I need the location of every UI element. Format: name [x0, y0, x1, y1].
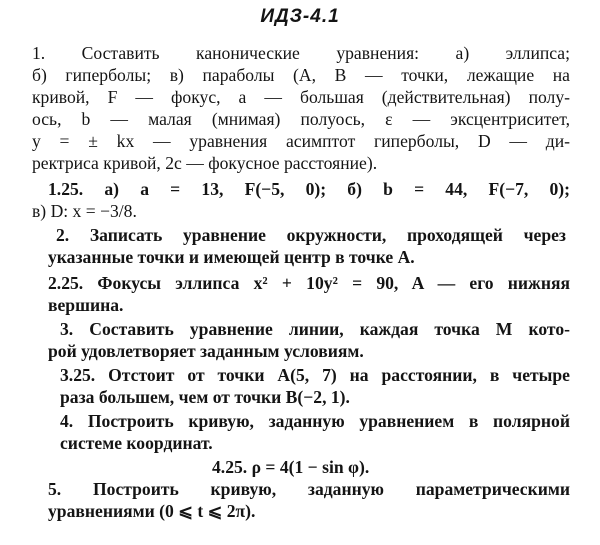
- problem-4-line-1: 4. Построить кривую, заданную уравнением в полярной: [60, 411, 570, 431]
- problem-3-line-2: рой удовлетворяет заданным условиям.: [48, 341, 364, 361]
- page-title: ИДЗ-4.1: [260, 6, 340, 27]
- variant-2-25-line-1: 2.25. Фокусы эллипса x² + 10y² = 90, A — его нижняя: [48, 273, 570, 293]
- problem-4-line-2: системе координат.: [60, 433, 213, 453]
- variant-2-25-line-2: вершина.: [48, 295, 124, 315]
- problem-1-line-3: кривой, F — фокус, a — большая (действительная) полу-: [32, 87, 570, 107]
- variant-1-25-line-1: 1.25. а) a = 13, F(−5, 0); б) b = 44, F(−7, 0);: [48, 179, 570, 199]
- problem-2-line-1: 2. Записать уравнение окружности, проходящей через: [56, 225, 566, 245]
- variant-4-25-line: 4.25. ρ = 4(1 − sin φ).: [212, 457, 370, 477]
- problem-5-line-2: уравнениями (0 ⩽ t ⩽ 2π).: [48, 501, 256, 521]
- problem-1-line-1: 1. Составить канонические уравнения: а) эллипса;: [32, 43, 570, 63]
- problem-3-line-1: 3. Составить уравнение линии, каждая точка M кото-: [60, 319, 570, 339]
- problem-5-line-1: 5. Построить кривую, заданную параметрическими: [48, 479, 570, 499]
- variant-3-25-line-1: 3.25. Отстоит от точки A(5, 7) на расстоянии, в четыре: [60, 365, 570, 385]
- problem-2-line-2: указанные точки и имеющей центр в точке A.: [48, 247, 415, 267]
- problem-1-line-6: ректриса кривой, 2c — фокусное расстояние).: [32, 153, 378, 173]
- variant-1-25-line-2: в) D: x = −3/8.: [32, 201, 137, 221]
- problem-1-line-2: б) гиперболы; в) параболы (A, B — точки, лежащие на: [32, 65, 570, 85]
- problem-1-line-5: y = ± kx — уравнения асимптот гиперболы, D — ди-: [32, 131, 570, 151]
- problem-1-line-4: ось, b — малая (мнимая) полуось, ε — эксцентриситет,: [32, 109, 570, 129]
- variant-3-25-line-2: раза большем, чем от точки B(−2, 1).: [60, 387, 350, 407]
